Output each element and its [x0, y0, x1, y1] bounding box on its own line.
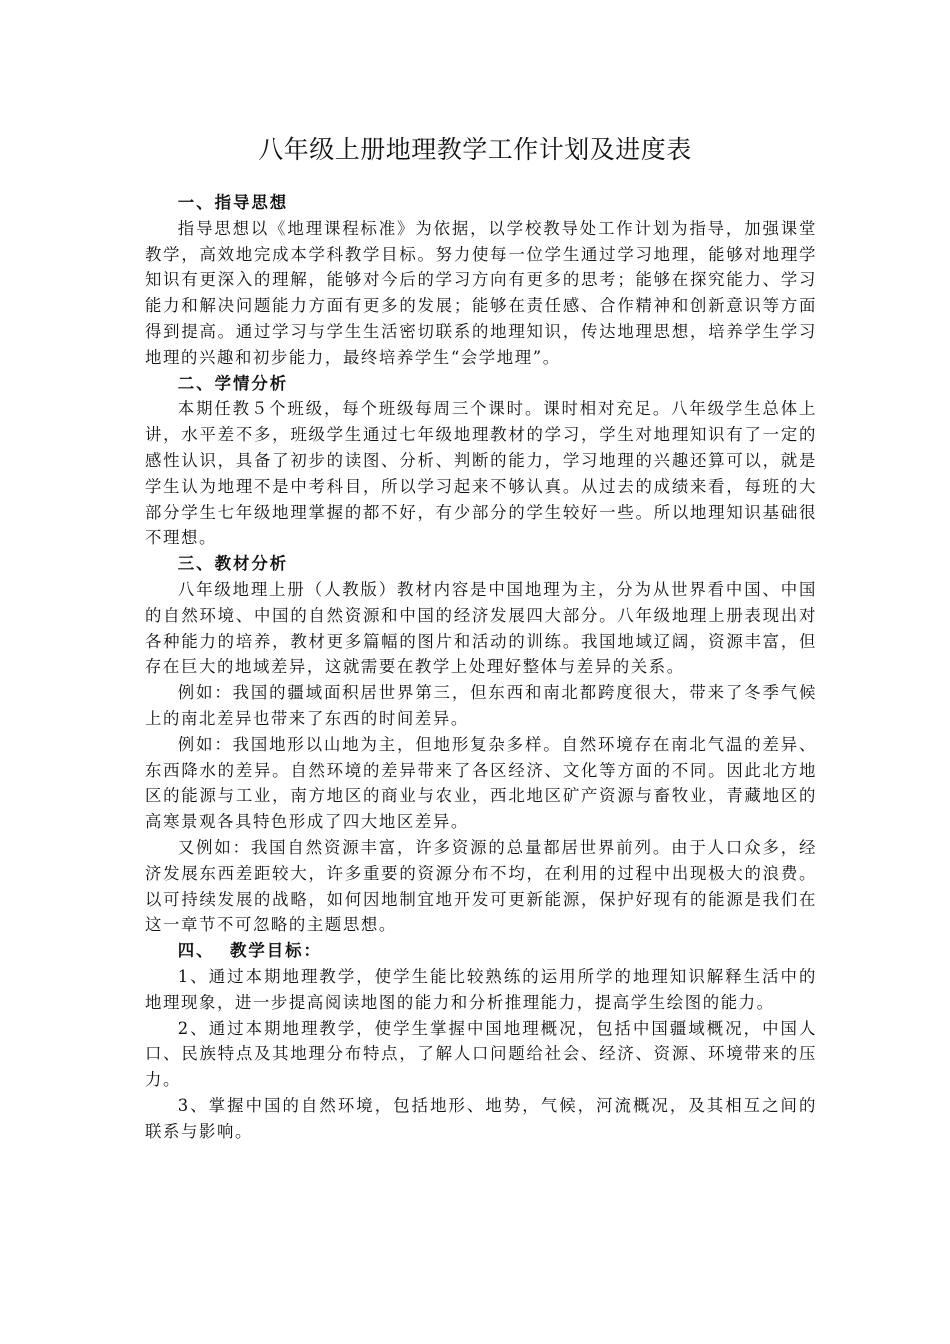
paragraph: 又例如：我国自然资源丰富，许多资源的总量都居世界前列。由于人口众多，经济发展东西差距较大，许多重要的资源分布不均，在利用的过程中出现极大的浪费。以可持续发展的战略，如何因地制宜地开发可更新能源，保护好现有的能源是我们在这一章节不可忽略的主题思想。 [145, 837, 817, 935]
paragraph: 本期任教５个班级，每个班级每周三个课时。课时相对充足。八年级学生总体上讲，水平差不多，班级学生通过七年级地理教材的学习，学生对地理知识有了一定的感性认识，具备了初步的读图、分析、判断的能力，学习地理的兴趣还算可以，就是学生认为地理不是中考科目，所以学习起来不够认真。从过去的成绩来看，每班的大部分学生七年级地理掌握的都不好，有少部分的学生较好一些。所以地理知识基础很不理想。 [145, 399, 817, 548]
section-heading-teaching-goals: 四、 教学目标： [177, 941, 322, 961]
paragraph: 1、通过本期地理教学，使学生能比较熟练的运用所学的地理知识解释生活中的地理现象，进一步提高阅读地图的能力和分析推理能力，提高学生绘图的能力。 [145, 966, 817, 1012]
section-heading-student-analysis: 二、学情分析 [177, 373, 289, 393]
paragraph: 例如：我国的疆域面积居世界第三，但东西和南北都跨度很大，带来了冬季气候上的南北差异也带来了东西的时间差异。 [145, 683, 817, 728]
paragraph: 指导思想以《地理课程标准》为依据，以学校教导处工作计划为指导，加强课堂教学，高效地完成本学科教学目标。努力使每一位学生通过学习地理，能够对地理学知识有更深入的理解，能够对今后的学习方向有更多的思考；能够在探究能力、学习能力和解决问题能力方面有更多的发展；能够在责任感、合作精神和创新意识等方面得到提高。通过学习与学生生活密切联系的地理知识，传达地理思想，培养学生学习地理的兴趣和初步能力，最终培养学生“会学地理”。 [145, 218, 817, 367]
document-body [145, 190, 817, 1144]
paragraph: 八年级地理上册（人教版）教材内容是中国地理为主，分为从世界看中国、中国的自然环境、中国的自然资源和中国的经济发展四大部分。八年级地理上册表现出对各种能力的培养，教材更多篇幅的图片和活动的训练。我国地域辽阔，资源丰富，但存在巨大的地域差异，这就需要在教学上处理好整体与差异的关系。 [145, 579, 817, 677]
paragraph: 3、掌握中国的自然环境，包括地形、地势，气候，河流概况，及其相互之间的联系与影响。 [145, 1095, 817, 1141]
paragraph: 例如：我国地形以山地为主，但地形复杂多样。自然环境存在南北气温的差异、东西降水的差异。自然环境的差异带来了各区经济、文化等方面的不同。因此北方地区的能源与工业，南方地区的商业与农业，西北地区矿产资源与畜牧业，青藏地区的高寒景观各具特色形成了四大地区差异。 [145, 734, 817, 832]
document-title: 八年级上册地理教学工作计划及进度表 [258, 135, 692, 164]
paragraph: 2、通过本期地理教学，使学生掌握中国地理概况，包括中国疆域概况，中国人口、民族特点及其地理分布特点，了解人口问题给社会、经济、资源、环境带来的压力。 [145, 1018, 817, 1090]
section-heading-textbook-analysis: 三、教材分析 [177, 554, 289, 574]
section-heading-guiding-thought: 一、指导思想 [177, 193, 289, 212]
